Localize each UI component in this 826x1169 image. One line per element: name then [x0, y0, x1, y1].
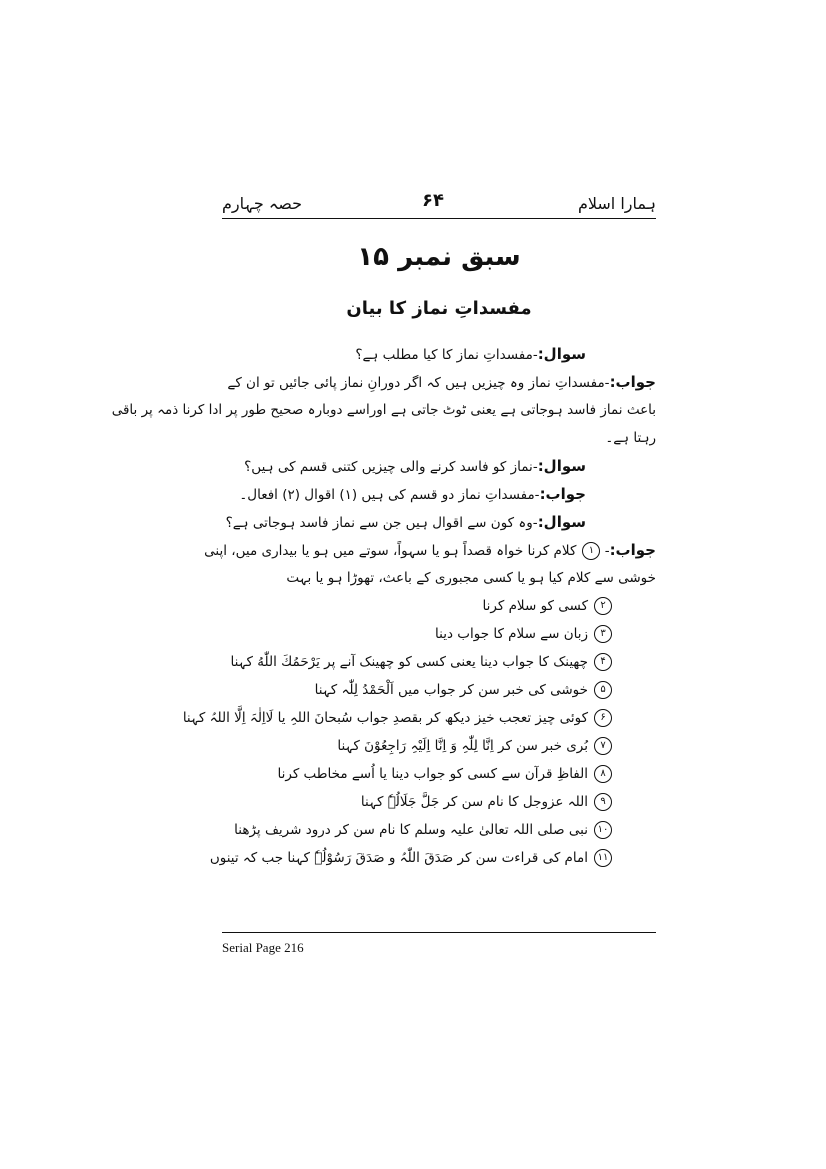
page — [111, 188, 656, 968]
number-badge: ۵ — [594, 681, 612, 699]
question-line: سوال:-نماز کو فاسد کرنے والی چیزیں کتنی قسم کی ہیں؟ — [244, 457, 586, 475]
serial-page-label: Serial Page 216 — [222, 940, 304, 955]
page-number: ۶۴ — [422, 190, 444, 211]
list-item: ۱۱امام کی قراءت سن کر صَدَقَ اللّٰہُ و صَدَقَ رَسُوْلُہٗ کہنا جب کہ تینوں — [222, 844, 656, 872]
answer-line: جواب:-مفسداتِ نماز وہ چیزیں ہیں کہ اگر دورانِ نماز پائی جائیں تو ان کے — [227, 373, 656, 391]
list-item: ۸الفاظِ قرآن سے کسی کو جواب دینا یا اُسے مخاطب کرنا — [222, 760, 656, 788]
number-badge: ۷ — [594, 737, 612, 755]
list-item: ۵خوشی کی خبر سن کر جواب میں اَلْحَمْدُ لِلّٰہ کہنا — [222, 676, 656, 704]
number-badge: ۲ — [594, 597, 612, 615]
header-rule — [222, 218, 656, 219]
answer-line: جواب:- ۱کلام کرنا خواہ قصداً ہو یا سہواً، سوتے میں ہو یا بیداری میں، اپنی — [204, 541, 656, 559]
number-badge: ۱۰ — [594, 821, 612, 839]
question-line: سوال:-وہ کون سے اقوال ہیں جن سے نماز فاسد ہوجاتی ہے؟ — [225, 513, 586, 531]
book-title: ہمارا اسلام — [577, 194, 656, 213]
answer-continuation: رہتا ہے۔ — [605, 430, 656, 446]
list-item: ۷بُری خبر سن کر اِنَّا لِلّٰہِ وَ اِنَّا اِلَیْہِ رَاجِعُوْنَ کہنا — [222, 732, 656, 760]
section-subtitle: مفسداتِ نماز کا بیان — [346, 298, 532, 319]
answer-line: جواب:-مفسداتِ نماز دو قسم کی ہیں (۱) اقوال (۲) افعال۔ — [239, 485, 586, 503]
number-badge: ۳ — [594, 625, 612, 643]
list-item: ۴چھینک کا جواب دینا یعنی کسی کو چھینک آنے پر یَرْحَمُكَ اللّٰهُ کہنا — [222, 648, 656, 676]
body-text — [111, 340, 656, 872]
question-line: سوال:-مفسداتِ نماز کا کیا مطلب ہے؟ — [355, 345, 586, 363]
number-badge: ۴ — [594, 653, 612, 671]
number-badge: ۱ — [582, 542, 600, 560]
answer-continuation: باعث نماز فاسد ہوجاتی ہے یعنی ٹوٹ جاتی ہے اوراسے دوبارہ صحیح طور پر ادا کرنا ذمہ پر باقی — [111, 402, 656, 418]
list-item: ۲کسی کو سلام کرنا — [222, 592, 656, 620]
answer-continuation: خوشی سے کلام کیا ہو یا کسی مجبوری کے باعث، تھوڑا ہو یا بہت — [286, 570, 656, 586]
running-header — [222, 188, 656, 218]
number-badge: ۱۱ — [594, 849, 612, 867]
number-badge: ۸ — [594, 765, 612, 783]
part-label: حصہ چہارم — [222, 194, 302, 213]
lesson-title: سبق نمبر ۱۵ — [357, 242, 521, 272]
number-badge: ۶ — [594, 709, 612, 727]
list-item: ۳زبان سے سلام کا جواب دینا — [222, 620, 656, 648]
list-item: ۶کوئی چیز تعجب خیز دیکھ کر بقصدِ جواب سُبحانَ اللہِ یا لَااِلٰہَ اِلَّا اللہُ کہنا — [222, 704, 656, 732]
number-badge: ۹ — [594, 793, 612, 811]
list-item: ۹اللہ عزوجل کا نام سن کر جَلَّ جَلَالُہٗ کہنا — [222, 788, 656, 816]
list-item: ۱۰نبی صلی اللہ تعالیٰ علیہ وسلم کا نام سن کر درود شریف پڑھنا — [222, 816, 656, 844]
footer-rule — [222, 932, 656, 933]
